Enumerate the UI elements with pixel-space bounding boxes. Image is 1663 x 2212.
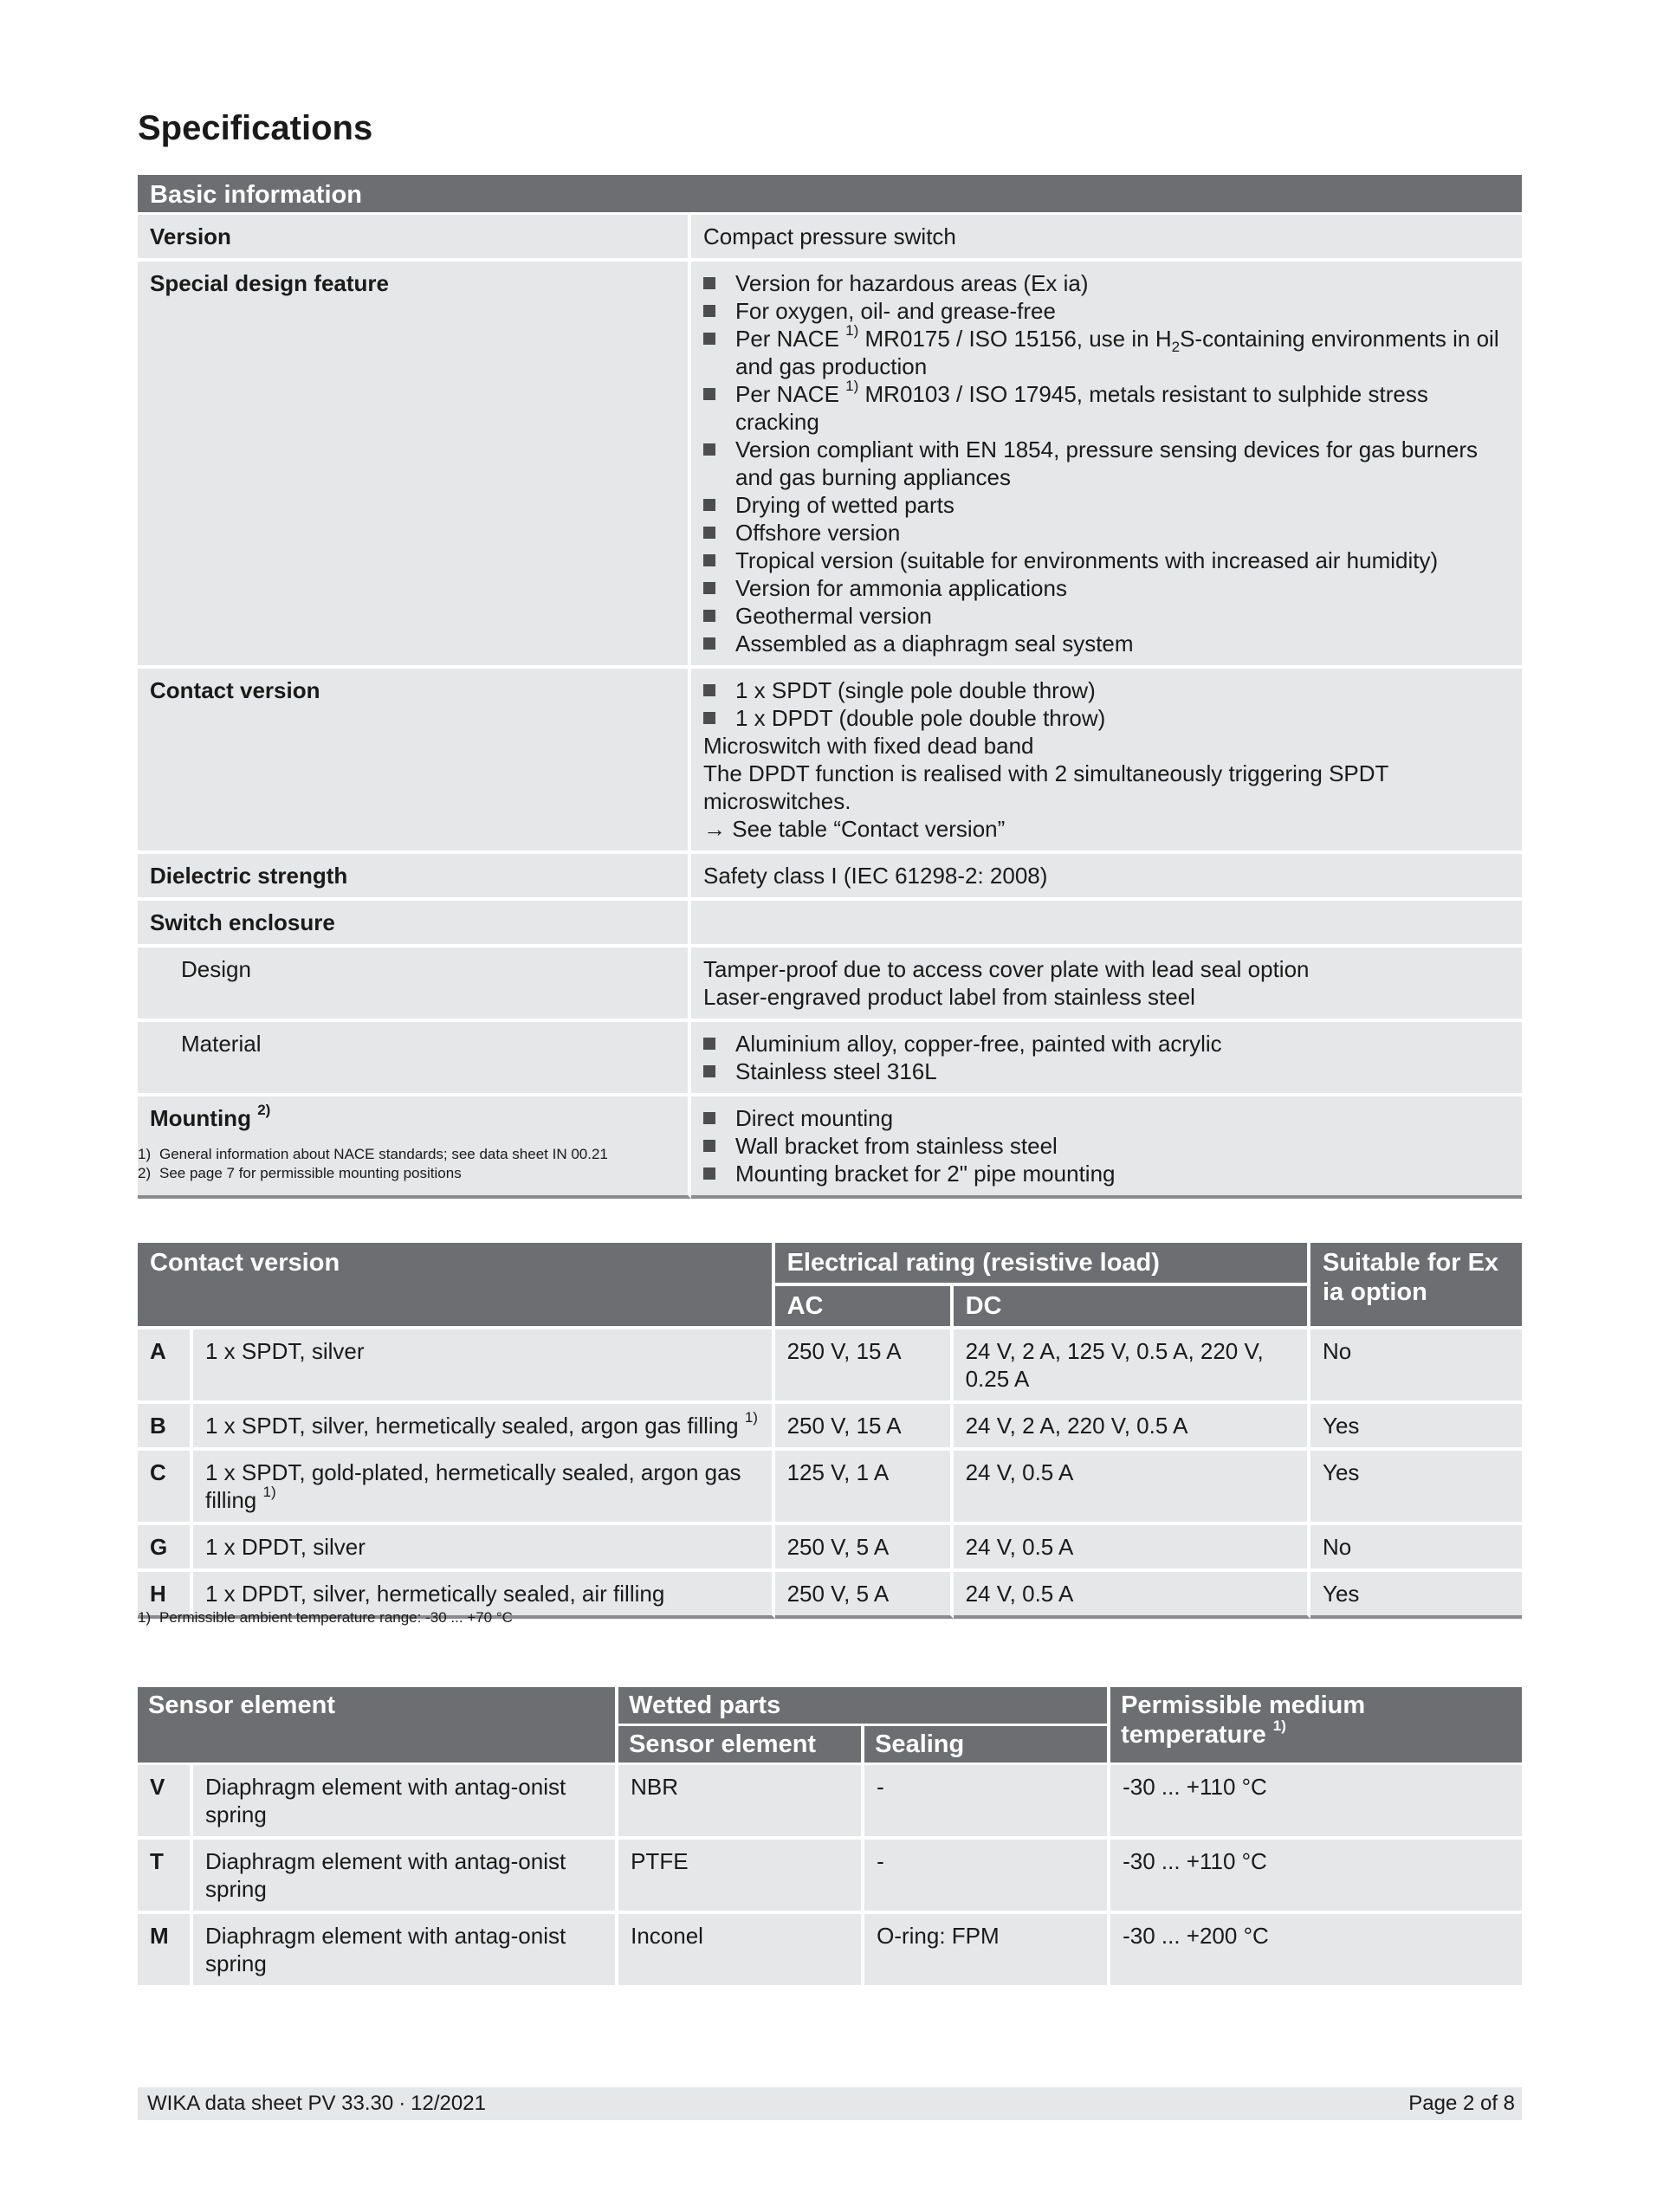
contact-table-reference: → See table “Contact version” [703, 816, 1006, 842]
dielectric-strength-value: Safety class I (IEC 61298-2: 2008) [691, 854, 1522, 901]
list-item: 1 x SPDT (single pole double throw) [703, 676, 1510, 704]
special-design-label: Special design feature [138, 262, 691, 669]
list-item: Per NACE $^{1)}$ MR0175 / ISO 15156, use in $H_2S$-containing environments in oil and gas production [703, 325, 1510, 380]
basic-information-header: Basic information [138, 175, 1522, 215]
list-item: Version compliant with EN 1854, pressure sensing devices for gas burners and gas burning appliances [703, 436, 1510, 491]
design-value: Tamper-proof due to access cover plate with lead seal option Laser-engraved product label from stainless steel [691, 948, 1522, 1022]
list-item: For oxygen, oil- and grease-free [703, 297, 1510, 325]
list-item: Assembled as a diaphragm seal system [703, 630, 1510, 657]
footnote: 1) Permissible ambient temperature range: -30 ... +70 °C [138, 1609, 513, 1626]
mounting-label: Mounting $^{2)}$ [138, 1096, 691, 1199]
footnote: 2) See page 7 for permissible mounting positions [138, 1165, 462, 1181]
contact-note: Microswitch with fixed dead band [703, 733, 1034, 759]
page-title: Specifications [138, 109, 373, 147]
sealing-header: Sealing [864, 1726, 1110, 1765]
version-value: Compact pressure switch [691, 215, 1522, 262]
footnotes-contact [138, 1608, 513, 1627]
switch-enclosure-label: Switch enclosure [138, 901, 691, 948]
list-item: Stainless steel 316L [703, 1057, 1510, 1085]
wetted-parts-header: Wetted parts [618, 1687, 1110, 1726]
design-label: Design [138, 948, 691, 1022]
page-footer [138, 2087, 1522, 2120]
list-item: Drying of wetted parts [703, 491, 1510, 519]
material-value [691, 1022, 1522, 1096]
ac-header: AC [775, 1286, 954, 1329]
list-item: Mounting bracket for 2" pipe mounting [703, 1160, 1510, 1187]
list-item: Wall bracket from stainless steel [703, 1132, 1510, 1160]
ex-ia-header: Suitable for Ex ia option [1310, 1243, 1522, 1329]
footnotes-basic [138, 1145, 608, 1183]
list-item: Version for hazardous areas (Ex ia) [703, 269, 1510, 297]
list-item: 1 x DPDT (double pole double throw) [703, 704, 1510, 732]
table-row: C 1 x SPDT, gold-plated, hermetically sealed, argon gas filling $^{1)}$ 125 V, 1 A 24 V, 0.5 A Yes [138, 1451, 1522, 1525]
table-row: H 1 x DPDT, silver, hermetically sealed, air filling 250 V, 5 A 24 V, 0.5 A Yes [138, 1572, 1522, 1619]
table-row [138, 948, 1522, 1022]
contact-version-label: Contact version [138, 669, 691, 854]
table-row: B 1 x SPDT, silver, hermetically sealed, argon gas filling $^{1)}$ 250 V, 15 A 24 V, 2 A, 220 V, 0.5 A Yes [138, 1404, 1522, 1451]
footer-page-number: Page 2 of 8 [1408, 2092, 1515, 2115]
table-row: A 1 x SPDT, silver 250 V, 15 A 24 V, 2 A, 125 V, 0.5 A, 220 V, 0.25 A No [138, 1329, 1522, 1404]
dielectric-strength-label: Dielectric strength [138, 854, 691, 901]
contact-note: The DPDT function is realised with 2 simultaneously triggering SPDT microswitches. [703, 760, 1388, 814]
switch-enclosure-value [691, 901, 1522, 948]
list-item: Tropical version (suitable for environments with increased air humidity) [703, 547, 1510, 574]
list-item: Aluminium alloy, copper-free, painted with acrylic [703, 1030, 1510, 1057]
list-item: Version for ammonia applications [703, 574, 1510, 602]
table-row: M Diaphragm element with antag-onist spring Inconel O-ring: FPM -30 ... +200 °C [138, 1914, 1522, 1989]
sensor-element-header: Sensor element [138, 1687, 618, 1765]
medium-temperature-header: Permissible medium temperature $^{1)}$ [1110, 1687, 1522, 1765]
table-row [138, 669, 1522, 854]
material-label: Material [138, 1022, 691, 1096]
list-item: Offshore version [703, 519, 1510, 547]
footer-document-id: WIKA data sheet PV 33.30 ∙ 12/2021 [147, 2092, 486, 2115]
table-row: G 1 x DPDT, silver 250 V, 5 A 24 V, 0.5 A No [138, 1525, 1522, 1572]
table-row: T Diaphragm element with antag-onist spring PTFE - -30 ... +110 °C [138, 1840, 1522, 1914]
table-row [138, 901, 1522, 948]
mounting-value [691, 1096, 1522, 1199]
special-design-value [691, 262, 1522, 669]
contact-version-value [691, 669, 1522, 854]
version-label: Version [138, 215, 691, 262]
table-row [138, 215, 1522, 262]
basic-information-table [138, 175, 1522, 1199]
wetted-sensor-element-header: Sensor element [618, 1726, 864, 1765]
list-item: Direct mounting [703, 1104, 1510, 1132]
electrical-rating-header: Electrical rating (resistive load) [775, 1243, 1310, 1286]
contact-version-table [138, 1243, 1522, 1619]
contact-version-header: Contact version [138, 1243, 775, 1329]
table-row [138, 262, 1522, 669]
list-item: Per NACE $^{1)}$ MR0103 / ISO 17945, metals resistant to sulphide stress cracking [703, 380, 1510, 436]
list-item: Geothermal version [703, 602, 1510, 630]
table-row [138, 854, 1522, 901]
table-row: V Diaphragm element with antag-onist spring NBR - -30 ... +110 °C [138, 1765, 1522, 1840]
sensor-element-table [138, 1687, 1522, 1989]
dc-header: DC [954, 1286, 1310, 1329]
table-row [138, 1022, 1522, 1096]
footnote: 1) General information about NACE standards; see data sheet IN 00.21 [138, 1146, 608, 1162]
